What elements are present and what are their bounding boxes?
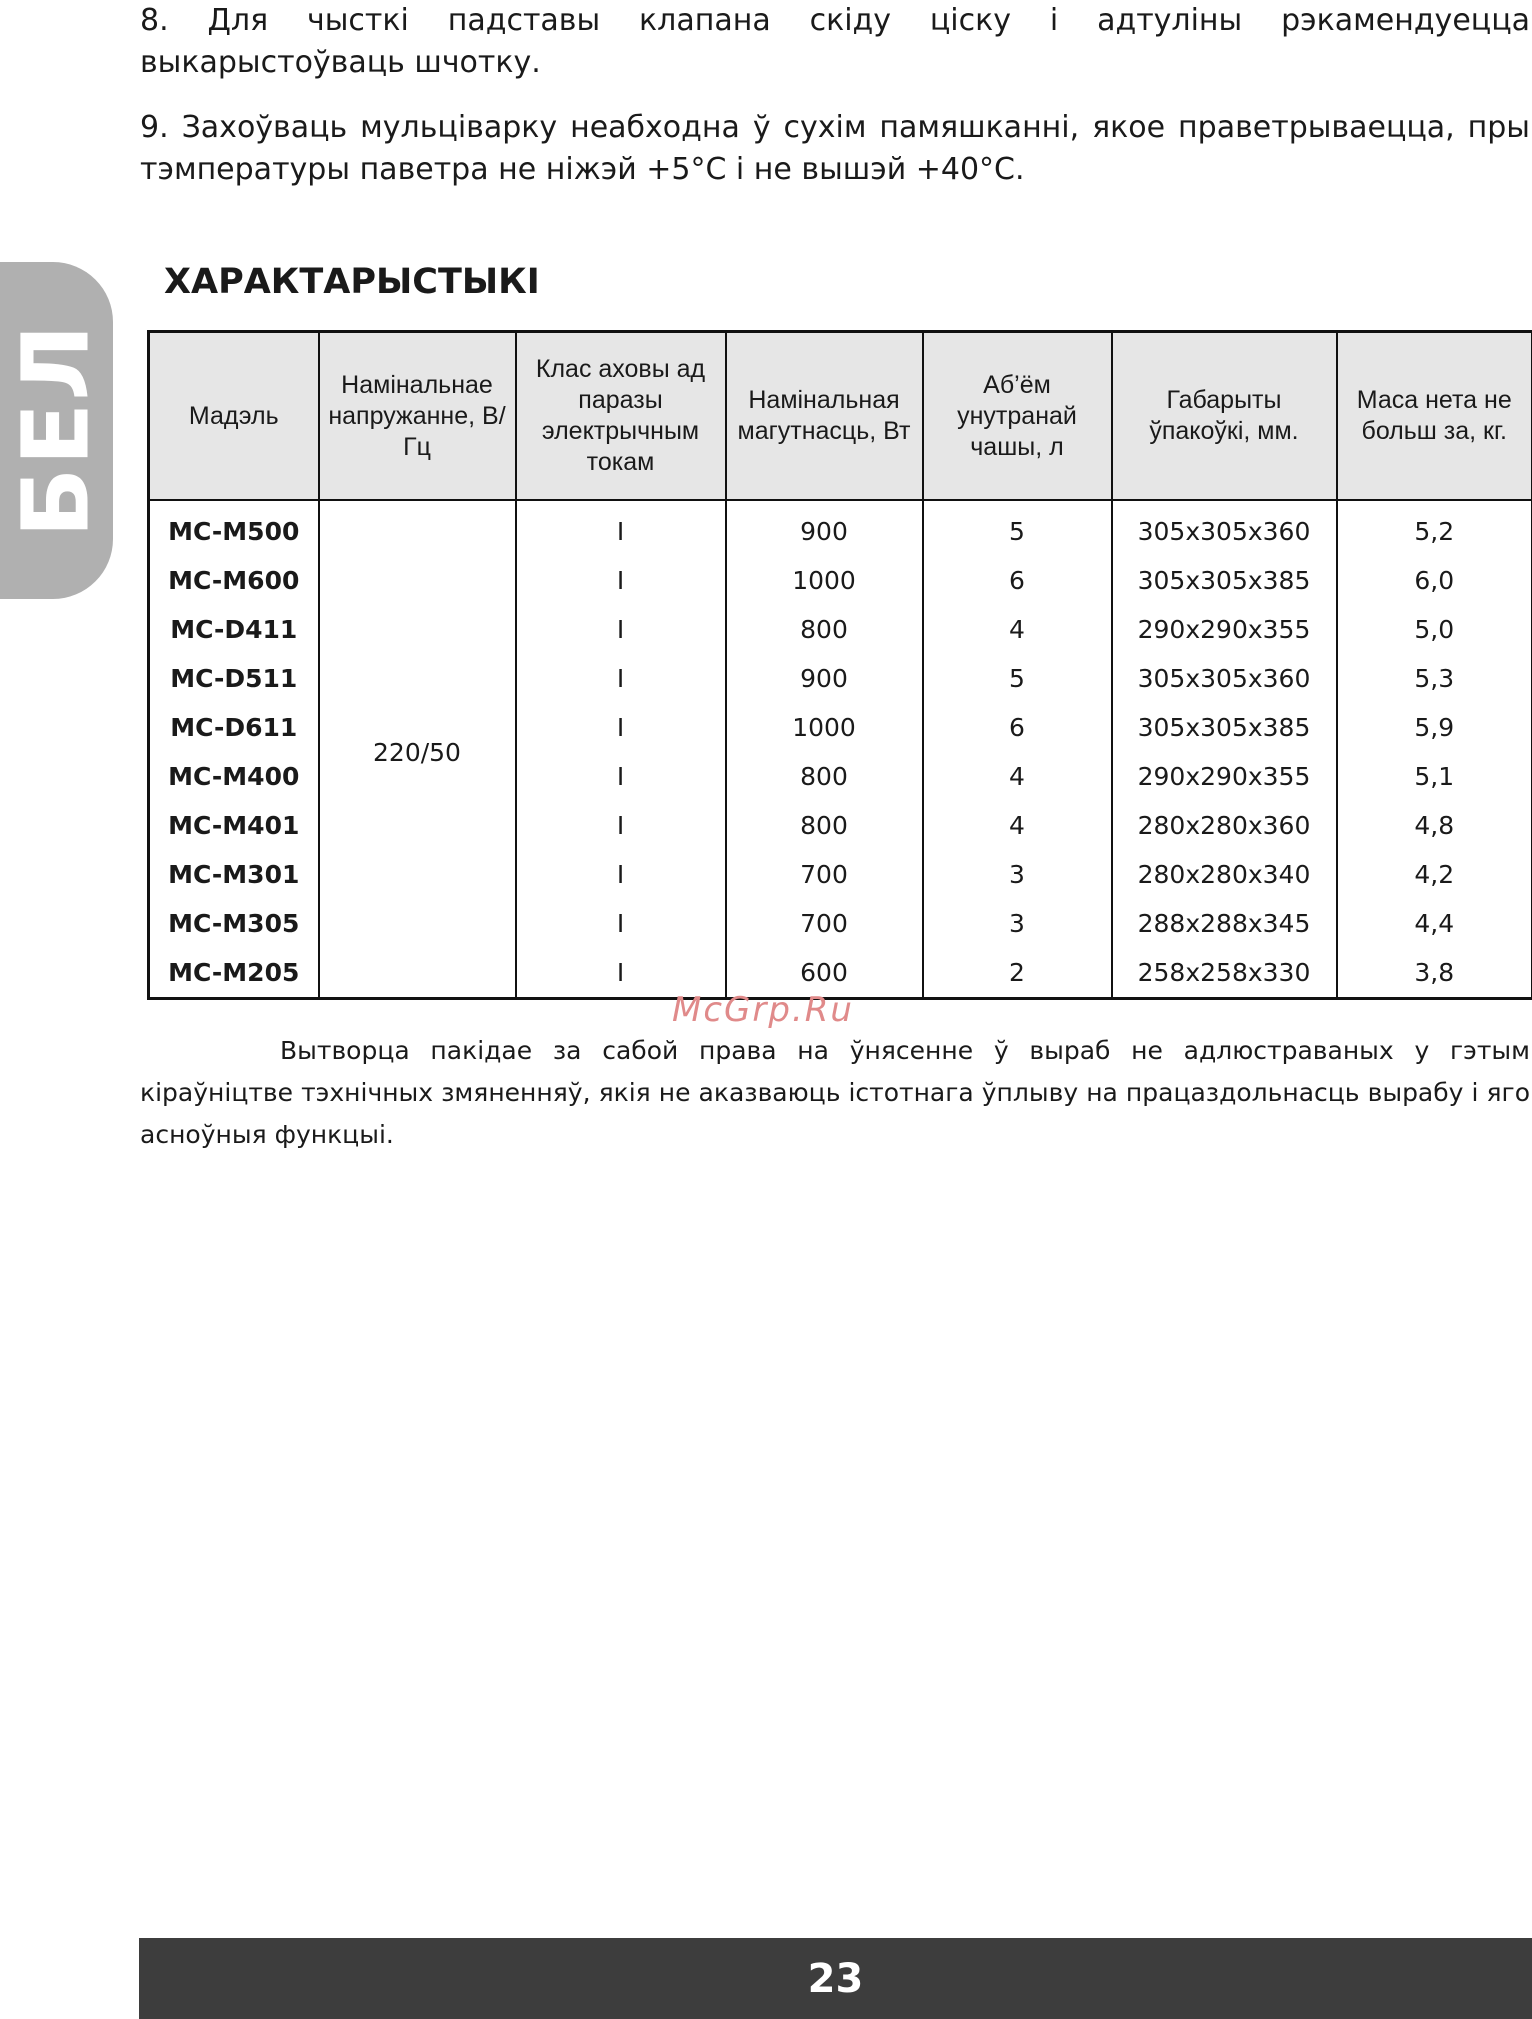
header-volume: Аб’ём унутранай чашы, л xyxy=(923,332,1112,501)
power-cell: 800 xyxy=(726,801,923,850)
protection-class-cell: I xyxy=(516,801,726,850)
mass-cell: 4,2 xyxy=(1337,850,1532,899)
table-row xyxy=(149,500,1532,556)
volume-cell: 4 xyxy=(923,752,1112,801)
model-cell: MC-M305 xyxy=(149,899,319,948)
dimensions-cell: 305x305x360 xyxy=(1112,500,1337,556)
model-cell: MC-M205 xyxy=(149,948,319,999)
protection-class-cell: I xyxy=(516,654,726,703)
header-dimensions: Габарыты ўпакоўкі, мм. xyxy=(1112,332,1337,501)
power-cell: 800 xyxy=(726,605,923,654)
protection-class-cell: I xyxy=(516,703,726,752)
power-cell: 600 xyxy=(726,948,923,999)
header-mass: Маса нета не больш за, кг. xyxy=(1337,332,1532,501)
protection-class-cell: I xyxy=(516,850,726,899)
volume-cell: 6 xyxy=(923,703,1112,752)
mass-cell: 5,3 xyxy=(1337,654,1532,703)
volume-cell: 6 xyxy=(923,556,1112,605)
header-voltage: Намінальнае напружанне, В/Гц xyxy=(319,332,516,501)
maintenance-item-9: 9. Захоўваць мульціварку неабходна ў сухім памяшканні, якое праветрываецца, пры тэмпературы паветра не ніжэй +5°С і не вышэй +40°С. xyxy=(140,110,1530,187)
protection-class-cell: I xyxy=(516,605,726,654)
mass-cell: 4,8 xyxy=(1337,801,1532,850)
page-footer xyxy=(139,1938,1532,2019)
power-cell: 800 xyxy=(726,752,923,801)
power-cell: 700 xyxy=(726,850,923,899)
protection-class-cell: I xyxy=(516,556,726,605)
mass-cell: 4,4 xyxy=(1337,899,1532,948)
model-cell: MC-D411 xyxy=(149,605,319,654)
section-title: ХАРАКТАРЫСТЫКІ xyxy=(164,262,540,302)
dimensions-cell: 305x305x360 xyxy=(1112,654,1337,703)
mass-cell: 5,1 xyxy=(1337,752,1532,801)
dimensions-cell: 280x280x360 xyxy=(1112,801,1337,850)
table-header-row xyxy=(149,332,1532,501)
header-protection-class: Клас аховы ад паразы электрычным токам xyxy=(516,332,726,501)
power-cell: 900 xyxy=(726,500,923,556)
volume-cell: 3 xyxy=(923,850,1112,899)
volume-cell: 4 xyxy=(923,801,1112,850)
protection-class-cell: I xyxy=(516,500,726,556)
dimensions-cell: 305x305x385 xyxy=(1112,703,1337,752)
model-cell: MC-M401 xyxy=(149,801,319,850)
maintenance-item-8: 8. Для чысткі падставы клапана скіду ціску і адтуліны рэкамендуецца выкарыстоўваць шчотку. xyxy=(140,3,1530,80)
mass-cell: 6,0 xyxy=(1337,556,1532,605)
protection-class-cell: I xyxy=(516,899,726,948)
dimensions-cell: 290x290x355 xyxy=(1112,605,1337,654)
volume-cell: 4 xyxy=(923,605,1112,654)
mass-cell: 3,8 xyxy=(1337,948,1532,999)
volume-cell: 2 xyxy=(923,948,1112,999)
header-power: Намінальная магутнасць, Вт xyxy=(726,332,923,501)
dimensions-cell: 290x290x355 xyxy=(1112,752,1337,801)
dimensions-cell: 288x288x345 xyxy=(1112,899,1337,948)
power-cell: 1000 xyxy=(726,703,923,752)
header-model: Мадэль xyxy=(149,332,319,501)
language-tab xyxy=(0,262,113,599)
power-cell: 900 xyxy=(726,654,923,703)
mass-cell: 5,2 xyxy=(1337,500,1532,556)
protection-class-cell: I xyxy=(516,752,726,801)
model-cell: MC-M600 xyxy=(149,556,319,605)
model-cell: MC-D511 xyxy=(149,654,319,703)
model-cell: MC-M500 xyxy=(149,500,319,556)
volume-cell: 5 xyxy=(923,500,1112,556)
specifications-table xyxy=(147,330,1532,1000)
model-cell: MC-M301 xyxy=(149,850,319,899)
dimensions-cell: 305x305x385 xyxy=(1112,556,1337,605)
volume-cell: 5 xyxy=(923,654,1112,703)
model-cell: MC-M400 xyxy=(149,752,319,801)
model-cell: MC-D611 xyxy=(149,703,319,752)
voltage-cell: 220/50 xyxy=(319,500,516,999)
power-cell: 700 xyxy=(726,899,923,948)
dimensions-cell: 280x280x340 xyxy=(1112,850,1337,899)
language-tab-label: БЕЛ xyxy=(2,322,110,538)
watermark: McGrp.Ru xyxy=(672,990,854,1030)
protection-class-cell: I xyxy=(516,948,726,999)
mass-cell: 5,0 xyxy=(1337,605,1532,654)
volume-cell: 3 xyxy=(923,899,1112,948)
manufacturer-note: Вытворца пакідае за сабой права на ўнясенне ў выраб не адлюстраваных у гэтым кіраўніцтве тэхнічных змяненняў, якія не аказваюць істотнага ўплыву на працаздольнасць вырабу і яго асноўныя функцыі. xyxy=(140,1036,1530,1149)
page-number: 23 xyxy=(807,1955,864,2002)
power-cell: 1000 xyxy=(726,556,923,605)
dimensions-cell: 258x258x330 xyxy=(1112,948,1337,999)
mass-cell: 5,9 xyxy=(1337,703,1532,752)
